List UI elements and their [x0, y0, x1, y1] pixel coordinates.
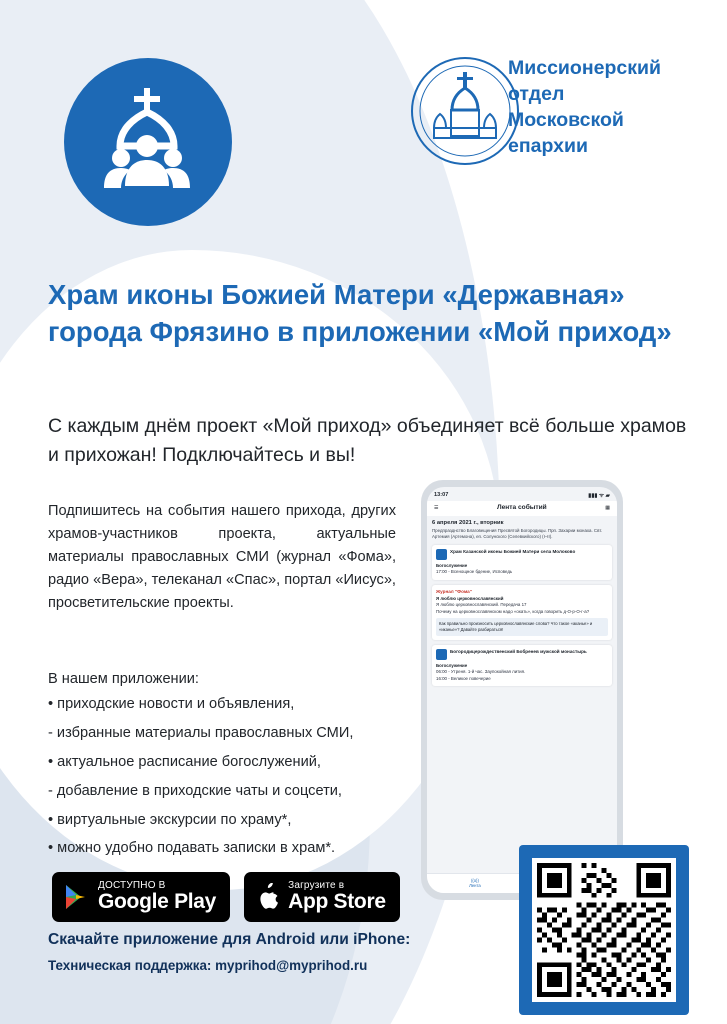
church-people-icon: [94, 86, 202, 198]
footer-download-line: Скачайте приложение для Android или iPhone:: [48, 931, 411, 948]
list-item: - избранные материалы православных СМИ,: [48, 724, 354, 741]
apple-icon: [255, 883, 279, 911]
eparchy-name-line: Московской: [508, 108, 624, 131]
description-paragraph: Подпишитесь на события нашего прихода, других храмов-участников проекта, актуальные материалы православных СМИ (журнал «Фома», радио «Вера», телеканал «Спас», портал «Иисус», просветительские проекты.: [48, 503, 396, 612]
app-store-badge[interactable]: [244, 872, 400, 922]
page-subtitle: С каждым днём проект «Мой приход» объединяет всё больше храмов и прихожан! Подключайтесь и вы!: [48, 415, 687, 466]
event-feed[interactable]: [427, 516, 617, 695]
feed-date: 6 апреля 2021 г., вторник: [432, 520, 504, 526]
list-item: • приходские новости и объявления,: [48, 696, 295, 712]
card-subtitle: Я люблю церковнославянский. Передача 17: [436, 602, 527, 608]
qr-code[interactable]: [532, 858, 676, 1002]
card-title: Богородицерождественский Бобренев мужской монастырь: [450, 648, 587, 654]
feed-card[interactable]: [432, 585, 612, 640]
google-play-icon: [63, 883, 89, 911]
phone-mockup: [421, 480, 623, 900]
features-heading: В нашем приложении:: [48, 671, 199, 687]
card-section: Богослужение: [436, 562, 468, 568]
feed-card[interactable]: [432, 545, 612, 580]
badge-small-label: Загрузите в: [288, 879, 345, 891]
hamburger-icon[interactable]: ☰: [434, 504, 439, 511]
badge-small-label: ДОСТУПНО В: [98, 879, 166, 891]
badge-big-label: Google Play: [98, 890, 217, 914]
card-line: 06:00 - Утреня. 1-й час. Заупокойная лития.: [436, 669, 526, 675]
list-item: - добавление в приходские чаты и соцсети,: [48, 782, 342, 799]
footer-support-line: Техническая поддержка: myprihod@myprihod.ru: [48, 958, 368, 973]
card-brand: Журнал "Фома": [436, 588, 472, 594]
card-section: Богослужение: [436, 662, 468, 668]
calendar-icon[interactable]: ▦: [605, 504, 610, 511]
card-line: 16:00 - Великое повечерие: [436, 675, 491, 681]
feed-card[interactable]: [432, 645, 612, 686]
tab-label: Лента: [469, 883, 481, 888]
status-bar: [427, 487, 617, 501]
avatar: [436, 549, 447, 560]
eparchy-name-line: отдел: [508, 82, 565, 105]
qr-code-container: [519, 845, 689, 1015]
badge-big-label: App Store: [288, 890, 386, 914]
eparchy-name-line: Миссионерский: [508, 57, 661, 79]
store-badges: [52, 872, 400, 922]
app-logo-circle: [64, 58, 232, 226]
avatar: [436, 649, 447, 660]
eparchy-seal: [410, 56, 520, 166]
status-time: 13:07: [434, 492, 449, 498]
card-line: 17:00 - Всенощное бдение, Исповедь: [436, 569, 513, 575]
google-play-badge[interactable]: [52, 872, 230, 922]
card-title: Храм Казанской иконы Божией Матери села Молоково: [450, 548, 576, 554]
list-item: • можно удобно подавать записки в храм*.: [48, 840, 336, 857]
card-question: Как правильно произносить церковнославянские слова? Что такое «аканье» и «иканье»? Давайте разбираться!: [436, 618, 608, 636]
feed-note: Предпразднство Благовещения Пресвятой Богородицы. Прп. Захарии монаха. Свт. Артемия (Артемона), еп. Солунского (Селевкийского) (I–II).: [432, 528, 603, 539]
card-line: Почему на церковнославянском надо «окать», когда говорить д-О-р-О-г-а?: [436, 608, 590, 614]
list-item: • виртуальные экскурсии по храму*,: [48, 811, 292, 828]
feed-icon: ((o)): [470, 878, 479, 883]
eparchy-name: [508, 56, 718, 160]
features-list: [48, 690, 448, 863]
list-item: • актуальное расписание богослужений,: [48, 753, 321, 770]
page-title: Храм иконы Божией Матери «Державная» города Фрязино в приложении «Мой приход»: [48, 279, 672, 348]
phone-screen: [427, 487, 617, 893]
eparchy-name-line: епархии: [508, 134, 588, 157]
tab-feed[interactable]: [469, 878, 481, 888]
card-title: Я люблю церковнославянский: [436, 595, 504, 601]
status-icons: ▮▮▮ ᯤ ▰: [588, 493, 610, 499]
app-bar: [427, 501, 617, 516]
app-bar-title: Лента событий: [497, 504, 547, 511]
